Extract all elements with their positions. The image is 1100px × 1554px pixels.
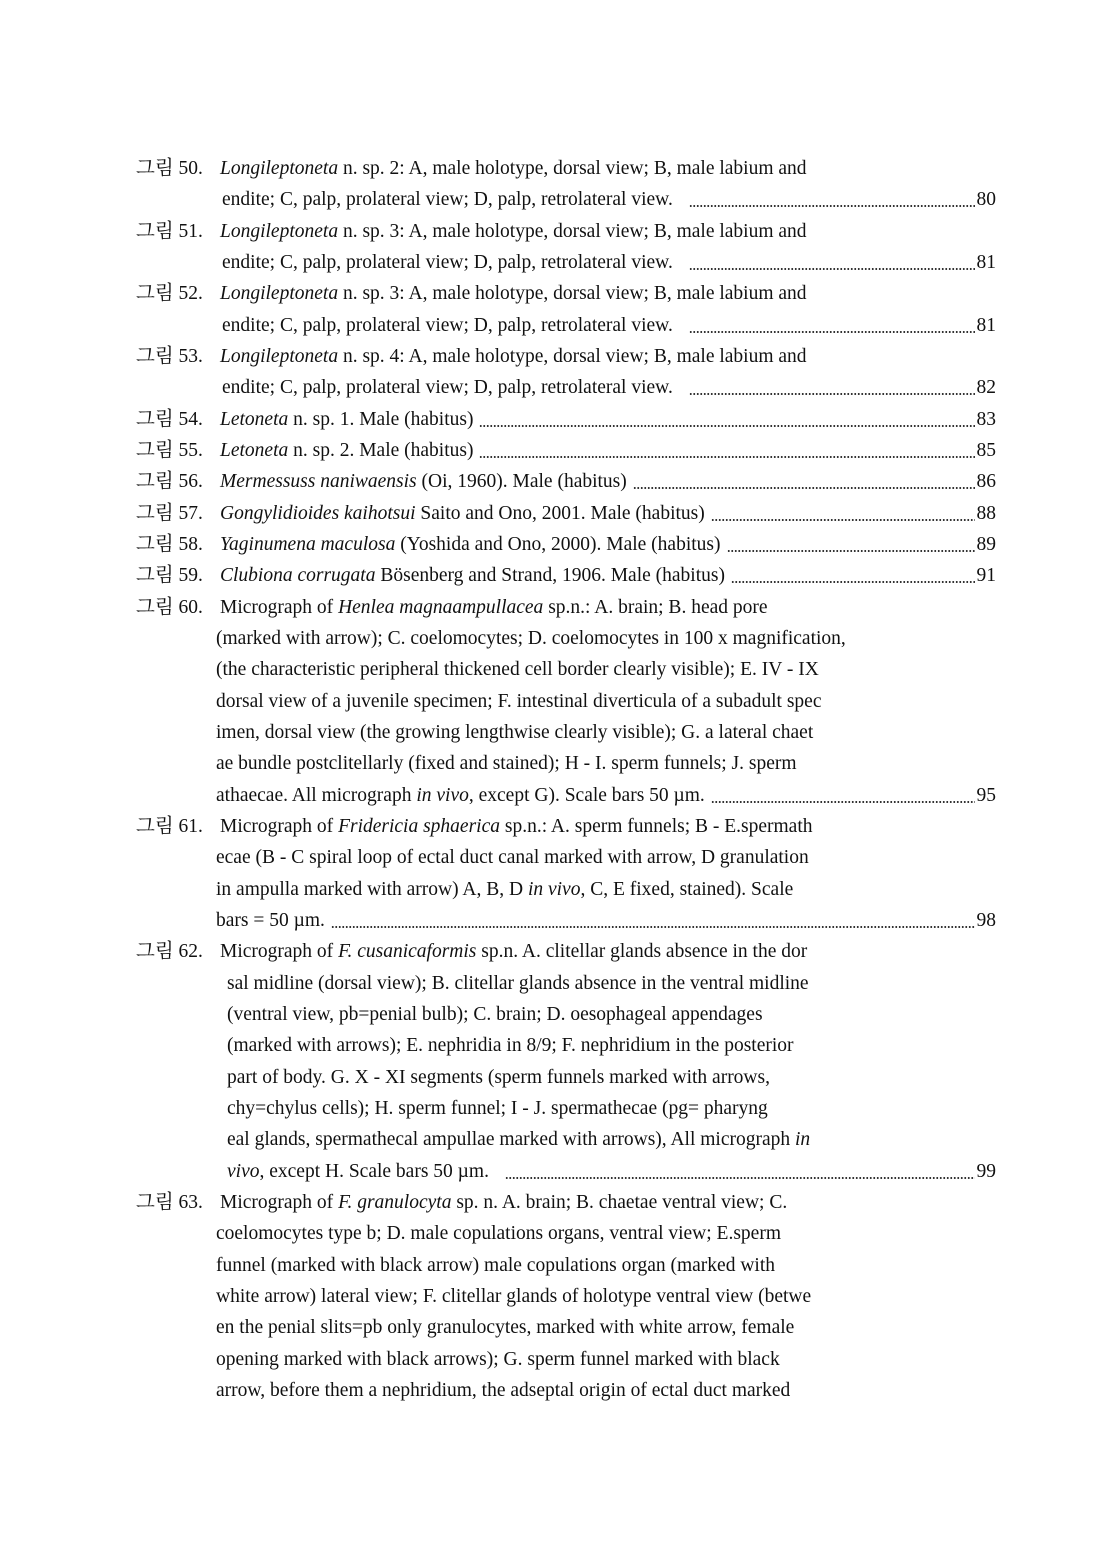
page-number: 83 (976, 409, 996, 430)
figure-caption-text (220, 936, 807, 967)
italic-term: in (795, 1129, 811, 1150)
figure-entry-continuation (216, 874, 793, 905)
caption-segment: part of body. G. X - XI segments (sperm funnels marked with arrows, (227, 1067, 770, 1088)
caption-segment: n. sp. 2. Male (habitus) (288, 440, 474, 461)
caption-segment: endite; C, palp, prolateral view; D, palp, retrolateral view. (222, 189, 683, 210)
caption-segment: athaecae. All micrograph (216, 785, 417, 806)
figure-label: 그림 54. (136, 409, 203, 430)
page-number: 91 (976, 565, 996, 586)
caption-segment: imen, dorsal view (the growing lengthwise clearly visible); G. a lateral chaet (216, 722, 814, 743)
caption-segment: ae bundle postclitellarly (fixed and stained); H - I. sperm funnels; J. sperm (216, 753, 797, 774)
figure-label: 그림 62. (136, 941, 203, 962)
caption-segment: (Yoshida and Ono, 2000). Male (habitus) (395, 534, 721, 555)
figure-entry-line (136, 560, 996, 591)
figure-entry-continuation (216, 905, 996, 936)
caption-segment: , except G). Scale bars 50 µm. (468, 785, 705, 806)
figure-entry-continuation (216, 1250, 775, 1281)
figure-caption-text (222, 310, 683, 341)
caption-segment: Micrograph of (220, 941, 339, 962)
figure-entry-continuation (227, 999, 763, 1030)
italic-term: Yaginumena maculosa (220, 534, 396, 555)
figure-entry-line (136, 278, 807, 309)
figure-caption-text (220, 404, 473, 435)
figure-caption-text (220, 592, 768, 623)
caption-segment: in ampulla marked with arrow) A, B, D (216, 879, 528, 900)
figure-entry-continuation (216, 1281, 811, 1312)
caption-segment: sp.n.: A. brain; B. head pore (543, 597, 768, 618)
figure-caption-text (220, 278, 807, 309)
caption-segment: endite; C, palp, prolateral view; D, palp, retrolateral view. (222, 252, 683, 273)
caption-segment: (marked with arrows); E. nephridia in 8/9; F. nephridium in the posterior (227, 1035, 794, 1056)
italic-term: F. granulocyta (338, 1192, 452, 1213)
caption-segment: (ventral view, pb=penial bulb); C. brain; D. oesophageal appendages (227, 1004, 763, 1025)
dot-leader (505, 1156, 975, 1187)
dot-leader (479, 435, 974, 466)
caption-segment: , C, E fixed, stained). Scale (580, 879, 794, 900)
caption-segment: n. sp. 2: A, male holotype, dorsal view; B, male labium and (338, 158, 807, 179)
figure-caption-text (216, 717, 813, 748)
figure-entry-line (136, 466, 996, 497)
italic-term: Fridericia sphaerica (338, 816, 500, 837)
figure-entry-line (136, 592, 768, 623)
figure-entry-continuation (227, 1156, 996, 1187)
italic-term: Clubiona corrugata (220, 565, 376, 586)
caption-segment: bars = 50 µm. (216, 910, 325, 931)
figure-caption-text (222, 247, 683, 278)
figure-caption-text (216, 1250, 775, 1281)
dot-leader (479, 404, 974, 435)
dot-leader (727, 529, 975, 560)
page-number: 81 (976, 252, 996, 273)
italic-term: Letoneta (220, 440, 289, 461)
figure-caption-text (222, 372, 683, 403)
figure-entry-line (136, 811, 813, 842)
caption-segment: arrow, before them a nephridium, the adseptal origin of ectal duct marked (216, 1380, 791, 1401)
figure-entry-line (136, 498, 996, 529)
page-number: 88 (976, 503, 996, 524)
page-number: 89 (976, 534, 996, 555)
page-number: 81 (976, 315, 996, 336)
caption-segment: Micrograph of (220, 1192, 339, 1213)
caption-segment: white arrow) lateral view; F. clitellar glands of holotype ventral view (betwe (216, 1286, 812, 1307)
figure-label: 그림 60. (136, 597, 203, 618)
figure-entry-continuation (227, 1093, 768, 1124)
figure-caption-text (216, 1281, 811, 1312)
caption-segment: coelomocytes type b; D. male copulations organs, ventral view; E.sperm (216, 1223, 781, 1244)
figure-caption-text (227, 1156, 499, 1187)
caption-segment: n. sp. 3: A, male holotype, dorsal view; B, male labium and (338, 283, 807, 304)
dot-leader (689, 372, 975, 403)
caption-segment: (Oi, 1960). Male (habitus) (416, 471, 627, 492)
figure-caption-text (216, 686, 821, 717)
caption-segment: funnel (marked with black arrow) male copulations organ (marked with (216, 1255, 775, 1276)
caption-segment: endite; C, palp, prolateral view; D, palp, retrolateral view. (222, 377, 683, 398)
figure-caption-text (216, 874, 793, 905)
figure-label: 그림 55. (136, 440, 203, 461)
figure-caption-text (216, 1218, 781, 1249)
figure-entry-continuation (216, 748, 797, 779)
dot-leader (331, 905, 975, 936)
italic-term: vivo (227, 1161, 260, 1182)
italic-term: Mermessuss naniwaensis (220, 471, 417, 492)
caption-segment: (the characteristic peripheral thickened cell border clearly visible); E. IV - IX (216, 659, 819, 680)
figure-caption-text (220, 216, 807, 247)
figure-caption-text (227, 1124, 810, 1155)
figure-label: 그림 51. (136, 221, 203, 242)
caption-segment: opening marked with black arrows); G. sperm funnel marked with black (216, 1349, 780, 1370)
dot-leader (711, 780, 975, 811)
italic-term: Longileptoneta (220, 158, 339, 179)
caption-segment: (marked with arrow); C. coelomocytes; D. coelomocytes in 100 x magnification, (216, 628, 846, 649)
caption-segment: endite; C, palp, prolateral view; D, palp, retrolateral view. (222, 315, 683, 336)
caption-segment: ecae (B - C spiral loop of ectal duct canal marked with arrow, D granulation (216, 847, 809, 868)
figure-label: 그림 57. (136, 503, 203, 524)
figure-caption-text (220, 341, 807, 372)
figure-caption-text (216, 842, 809, 873)
figure-caption-text (216, 623, 846, 654)
figure-entry-continuation (222, 372, 996, 403)
caption-segment: , except H. Scale bars 50 µm. (259, 1161, 499, 1182)
figure-entry-continuation (216, 1375, 790, 1406)
page-number: 86 (976, 471, 996, 492)
caption-segment: eal glands, spermathecal ampullae marked with arrows), All micrograph (227, 1129, 796, 1150)
dot-leader (689, 247, 975, 278)
figure-label: 그림 50. (136, 158, 203, 179)
figure-entry-continuation (222, 184, 996, 215)
caption-segment: sp.n.: A. sperm funnels; B - E.spermath (500, 816, 813, 837)
italic-term: Henlea magnaampullacea (338, 597, 544, 618)
caption-segment: chy=chylus cells); H. sperm funnel; I - J. spermathecae (pg= pharyng (227, 1098, 768, 1119)
figure-caption-text (220, 1187, 787, 1218)
figure-entry-continuation (227, 1062, 770, 1093)
figure-entry-line (136, 1187, 787, 1218)
figure-caption-text (220, 811, 813, 842)
figure-entry-line (136, 936, 807, 967)
figure-caption-text (216, 1312, 794, 1343)
figure-entry-line (136, 153, 807, 184)
figure-caption-text (220, 529, 721, 560)
figure-label: 그림 52. (136, 283, 203, 304)
figure-label: 그림 63. (136, 1192, 203, 1213)
figure-entry-continuation (216, 1218, 781, 1249)
figure-entry-line (136, 216, 807, 247)
italic-term: in vivo (527, 879, 581, 900)
italic-term: Letoneta (220, 409, 289, 430)
caption-segment: Micrograph of (220, 597, 339, 618)
caption-segment: Bösenberg and Strand, 1906. Male (habitus) (375, 565, 725, 586)
figure-label: 그림 61. (136, 816, 203, 837)
caption-segment: sal midline (dorsal view); B. clitellar glands absence in the ventral midline (227, 973, 809, 994)
dot-leader (689, 310, 975, 341)
caption-segment: sp.n. A. clitellar glands absence in the dor (476, 941, 808, 962)
figure-caption-text (216, 748, 797, 779)
figure-entry-continuation (227, 1030, 794, 1061)
figure-entry-continuation (227, 968, 809, 999)
italic-term: Longileptoneta (220, 283, 339, 304)
figure-caption-text (216, 780, 705, 811)
dot-leader (711, 498, 975, 529)
figure-entry-continuation (216, 623, 846, 654)
figure-entry-continuation (216, 1344, 780, 1375)
figure-entry-continuation (216, 654, 819, 685)
figure-label: 그림 56. (136, 471, 203, 492)
page-number: 82 (976, 377, 996, 398)
italic-term: in vivo (416, 785, 469, 806)
figure-entry-line (136, 529, 996, 560)
figure-caption-text (220, 153, 807, 184)
figure-caption-text (227, 968, 809, 999)
page-number: 98 (976, 910, 996, 931)
page-number: 85 (976, 440, 996, 461)
caption-segment: n. sp. 4: A, male holotype, dorsal view; B, male labium and (338, 346, 807, 367)
figure-caption-text (216, 1344, 780, 1375)
caption-segment: dorsal view of a juvenile specimen; F. intestinal diverticula of a subadult spec (216, 691, 822, 712)
figure-caption-text (216, 1375, 790, 1406)
figure-entry-continuation (216, 842, 809, 873)
caption-segment: n. sp. 3: A, male holotype, dorsal view; B, male labium and (338, 221, 807, 242)
figure-entry-line (136, 341, 807, 372)
dot-leader (689, 184, 975, 215)
italic-term: F. cusanicaformis (338, 941, 477, 962)
dot-leader (731, 560, 975, 591)
figure-entry-continuation (216, 780, 996, 811)
figure-caption-text (220, 435, 473, 466)
figure-caption-text (216, 654, 819, 685)
italic-term: Gongylidioides kaihotsui (220, 503, 416, 524)
page-number: 95 (976, 785, 996, 806)
figure-caption-text (220, 560, 725, 591)
figure-entry-continuation (222, 310, 996, 341)
dot-leader (633, 466, 975, 497)
figure-entry-continuation (222, 247, 996, 278)
figure-caption-text (227, 1062, 770, 1093)
caption-segment: Micrograph of (220, 816, 339, 837)
figure-caption-text (222, 184, 683, 215)
figure-label: 그림 59. (136, 565, 203, 586)
figure-label: 그림 53. (136, 346, 203, 367)
figure-label: 그림 58. (136, 534, 203, 555)
figure-caption-text (227, 999, 763, 1030)
figure-entry-continuation (216, 1312, 794, 1343)
italic-term: Longileptoneta (220, 221, 339, 242)
figure-entry-continuation (216, 686, 821, 717)
caption-segment: n. sp. 1. Male (habitus) (288, 409, 474, 430)
figure-entry-line (136, 435, 996, 466)
page-number: 99 (976, 1161, 996, 1182)
figure-caption-text (220, 498, 705, 529)
figure-entry-continuation (227, 1124, 810, 1155)
page-number: 80 (976, 189, 996, 210)
italic-term: Longileptoneta (220, 346, 339, 367)
figure-caption-text (227, 1093, 768, 1124)
caption-segment: en the penial slits=pb only granulocytes, marked with white arrow, female (216, 1317, 795, 1338)
figure-caption-text (220, 466, 627, 497)
figure-caption-text (227, 1030, 794, 1061)
caption-segment: sp. n. A. brain; B. chaetae ventral view; C. (451, 1192, 788, 1213)
figure-entry-continuation (216, 717, 813, 748)
caption-segment: Saito and Ono, 2001. Male (habitus) (415, 503, 705, 524)
figure-caption-text (216, 905, 325, 936)
figure-entry-line (136, 404, 996, 435)
